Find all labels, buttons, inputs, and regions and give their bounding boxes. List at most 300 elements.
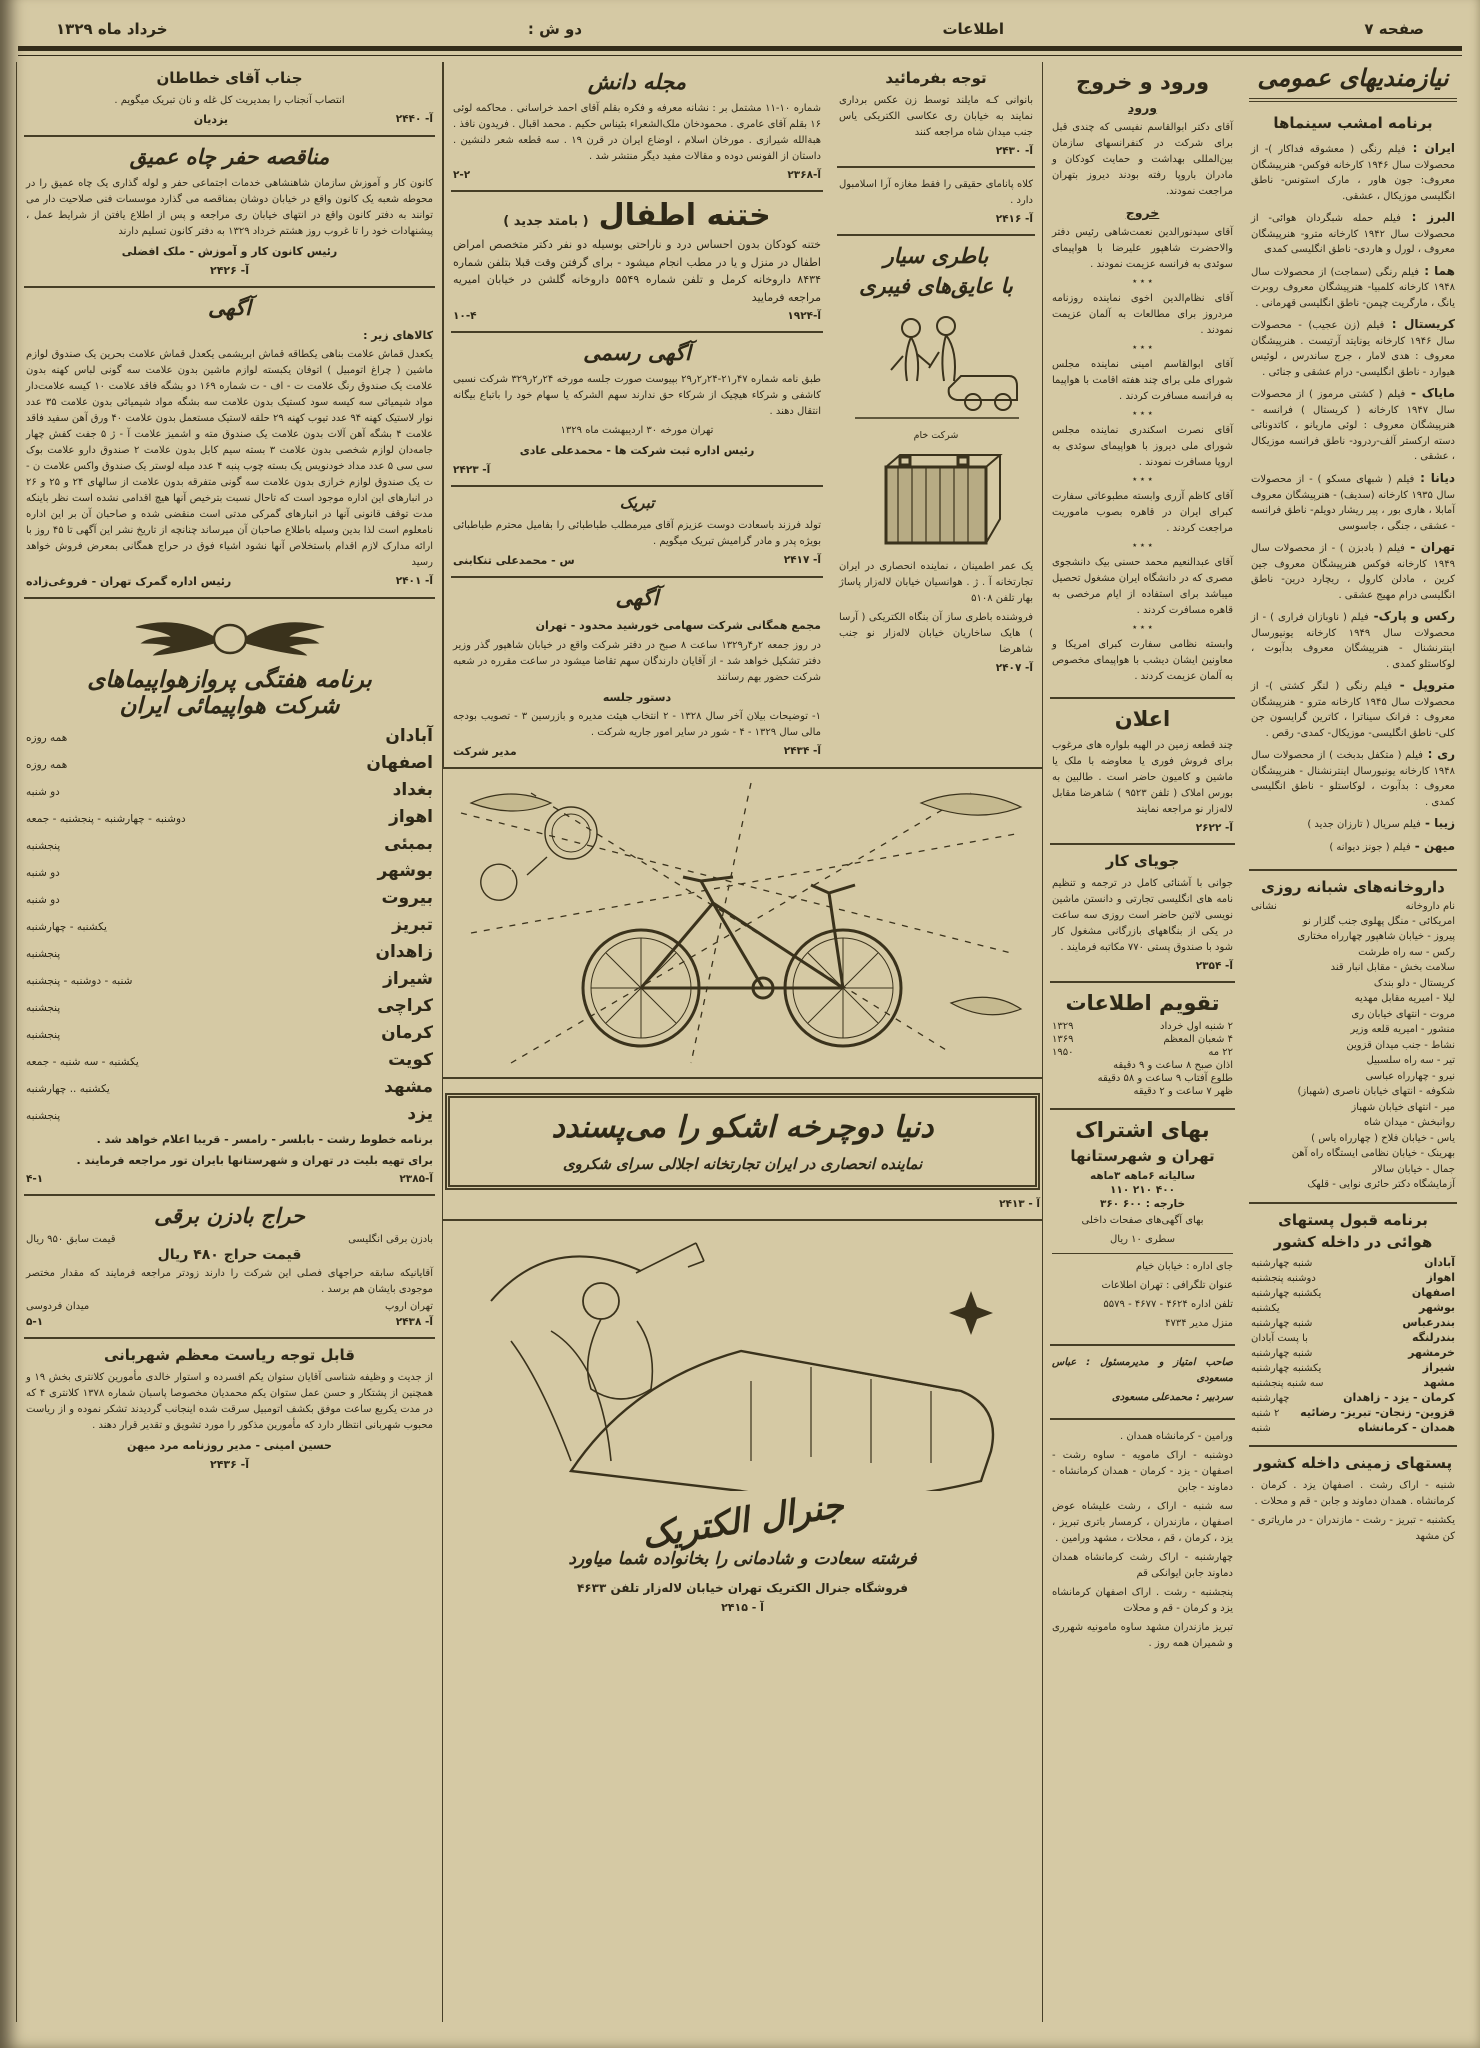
iran-air-wings-logo xyxy=(130,609,330,663)
ground-mail-section xyxy=(1249,1447,1457,1557)
airmail-city: خرمشهر xyxy=(1408,1345,1455,1359)
cinema-name: تهران - xyxy=(1404,540,1455,555)
ground-mail-line: یکشنبه - تبریز - رشت - مازندران - در ماریاتری - کن مشهد xyxy=(1251,1514,1455,1542)
flight-days: شنبه - دوشنبه - پنجشنبه xyxy=(26,975,133,988)
departure-text: آقای نظام‌الدین اخوی نماینده روزنامه مردروز برای مطالعات به آلمان عزیمت نمودند . xyxy=(1052,293,1233,336)
airmail-city: قزوین- زنجان- تبریز- رضائیه xyxy=(1300,1405,1455,1419)
elan-code: آ- ۲۶۲۲ xyxy=(1195,822,1233,834)
fan-auction-section xyxy=(24,1196,435,1339)
flight-days: پنجشنبه xyxy=(26,1110,61,1123)
calendar-row xyxy=(1052,1021,1233,1032)
cinema-name: دیانا : xyxy=(1414,470,1455,485)
subscription-foreign: خارجه : ۶۰۰ ۳۶۰ xyxy=(1099,1198,1186,1210)
circumcision-run-count: ۱۰-۴ xyxy=(453,310,477,323)
airmail-days: دوشنبه پنجشنبه xyxy=(1251,1272,1316,1284)
flight-days: دو شنبه xyxy=(26,867,60,880)
battery-illustration xyxy=(866,445,1006,555)
cinema-entry xyxy=(1251,814,1455,833)
couple-and-car-illustration xyxy=(851,306,1021,426)
masthead: اطلاعات xyxy=(942,20,1005,38)
airline-note-1: برنامه خطوط رشت - بابلسر - رامسر - قریبا اعلام خواهد شد . xyxy=(96,1133,433,1147)
flight-city: بوشهر xyxy=(377,861,433,882)
flight-city: شیراز xyxy=(383,969,433,990)
cinema-entry xyxy=(1251,384,1455,465)
calendar-label: ظهر ۷ ساعت و ۲ دقیقه xyxy=(1133,1086,1233,1097)
flight-row xyxy=(26,1104,433,1124)
cinema-name: البرز : xyxy=(1400,210,1455,225)
subscription-section xyxy=(1050,1110,1235,1346)
cinema-name: رکس و پارک- xyxy=(1368,609,1455,624)
cinema-desc: فیلم ( جونز دیوانه ) xyxy=(1329,842,1411,854)
calendar-section xyxy=(1050,983,1235,1110)
congratulation-code: آ- ۲۴۱۷ xyxy=(783,553,821,566)
battery-title-1: باطری سیار xyxy=(883,244,989,268)
ge-title: جنرال الکتریک xyxy=(638,1485,847,1557)
departure-text: وابسته نظامی سفارت کبرای امریکا و معاونین ایشان دیشب با هواپیمای مخصوص به آلمان عزیمت کردند . xyxy=(1052,639,1233,682)
assembly-agenda-title: دستور جلسه xyxy=(602,690,672,704)
cinema-entry xyxy=(1251,745,1455,810)
airline-note-2: برای تهیه بلیت در تهران و شهرستانها بایران تور مراجعه فرمایند . xyxy=(76,1153,433,1167)
official-notice-title: آگهی رسمی xyxy=(583,341,691,366)
attention-section xyxy=(837,62,1035,168)
tender-title: مناقصه حفر چاه عمیق xyxy=(129,145,330,169)
danesh-code: آ-۲۳۶۸ xyxy=(787,169,821,181)
flight-city: زاهدان xyxy=(375,942,433,963)
departure-text: آقای کاظم آزری وابسته مطبوعاتی سفارت کبرای ایران در قاهره بصوب ماموریت مراجعت کردند . xyxy=(1052,491,1233,534)
tender-text: کانون کار و آموزش سازمان شاهنشاهی خدمات اجتماعی حفر و لوله گذاری یک چاه عمیق را در محوطه شعبه یک کانون واقع در خیابان دوشان بمناقصه می گذارد موسسات فنی صلاحیت دار می توانند به دفتر کانون واقع در انتهای خیابان ری مراجعه و پس از اطلاع یافتن از شرایط عمل ، پیشنهادات خود را تا غروب روز هشتم خرداد ۱۳۲۹ به دفتر کانون تسلیم دارند xyxy=(26,178,433,237)
airmail-row xyxy=(1251,1421,1455,1434)
battery-code: آ- ۲۴۰۷ xyxy=(995,662,1033,674)
skoda-frame-ad xyxy=(443,1079,1042,1219)
pharmacy-entry: بهرینک - خیابان نظامی ایستگاه راه آهن xyxy=(1291,1148,1455,1160)
pharmacy-entry: شکوفه - انتهای خیابان ناصری (شهباز) xyxy=(1297,1086,1455,1098)
elan-text: چند قطعه زمین در الهیه بلواره های مرغوب برای فروش فوری یا معاوضه با ملک یا ماشین و کامیون حاضر است . طالبین به بورس املاک ( تلفن ۹۵۲۳ ) شاهرضا مقابل لاله‌زار نو مراجعه نمایند xyxy=(1052,740,1233,815)
cinema-desc: فیلم ( بادبزن ) - از محصولات سال ۱۹۴۹ کارخانه فوکس هنرپیشگان معروف جین کرین ، مادلن کارول ، ریچارد درین- ناطق انگلیسی درام مهیج عشقی . xyxy=(1251,543,1455,601)
skoda-agent: نماینده انحصاری در ایران تجارتخانه اجلالی سرای شکروی xyxy=(562,1155,923,1174)
flight-row xyxy=(26,1077,433,1097)
airmail-row xyxy=(1251,1391,1455,1404)
page-header xyxy=(0,0,1480,42)
departure-text: آقای سیدنورالدین نعمت‌شاهی رئیس دفتر والاحضرت شاهپور علیرضا با هواپیمای سوئدی به فرانسه عزیمت نمودند . xyxy=(1052,227,1233,270)
mail-route-line: ورامین - کرمانشاه همدان . xyxy=(1119,1431,1233,1442)
cinema-name: زیبا - xyxy=(1420,816,1455,831)
column-arrivals xyxy=(1042,62,1242,2022)
fan-auction-text: آقایانیکه سابقه حراجهای فصلی این شرکت را دارند زودتر مراجعه فرمایند که مقدار مختصر موجودی بایشان هم برسد . xyxy=(26,1268,433,1296)
circumcision-ad xyxy=(451,192,823,333)
attention-title: توجه بفرمائید xyxy=(885,69,987,87)
airmail-title-1: برنامه قبول پستهای xyxy=(1278,1210,1428,1229)
calendar-title: تقویم اطلاعات xyxy=(1065,991,1220,1015)
office-line: جای اداره : خیابان خیام xyxy=(1135,1261,1233,1272)
assembly-sign: مدیر شرکت xyxy=(453,745,517,759)
office-info xyxy=(1052,1259,1233,1332)
assembly-notice-section xyxy=(451,578,823,767)
elan-title: اعلان xyxy=(1114,707,1171,731)
skoda-slogan: دنیا دوچرخه اشکو را می‌پسندد xyxy=(551,1110,934,1146)
greeting-code: آ- ۲۴۴۰ xyxy=(395,113,433,125)
cinema-desc: فیلم ( شبهای مسکو ) - از محصولات سال ۱۹۳۵ کارخانه (سدیف) - هنرپیشگان معروف آمابلا ، هاری بور ، پیر ریشار دویلم- ناطق فرانسه - عشقی ، جنگی ، جاسوسی xyxy=(1251,473,1455,532)
pharmacy-col-name: نام داروخانه xyxy=(1405,900,1455,912)
panama-text: کلاه پانامای حقیقی را فقط مغازه آرا اسلامبول دارد . xyxy=(839,179,1033,206)
flight-city: یزد xyxy=(407,1104,433,1125)
flight-days: یکشنبه - سه شنبه - جمعه xyxy=(26,1056,139,1069)
calendar-row xyxy=(1052,1073,1233,1084)
airmail-row xyxy=(1251,1406,1455,1419)
pharmacy-list xyxy=(1251,914,1455,1193)
airmail-city: کرمان - یزد - زاهدان xyxy=(1343,1390,1455,1404)
flight-city: کراچی xyxy=(377,996,433,1017)
pharmacy-entry: کریستال - دلو بندک xyxy=(1373,977,1455,989)
flight-city: مشهد xyxy=(384,1077,433,1098)
subscription-title: بهای اشتراک xyxy=(1075,1118,1210,1142)
cinema-desc: فیلم رنگی ( معشوقه فداکار )- از محصولات سال ۱۹۴۶ کارخانه فوکس- هنرپیشگان معروف: جون هاور ، مارک استونس- ناطق انگلیسی موزیکال ، عشقی. xyxy=(1251,144,1455,202)
publisher-line-1: صاحب امتیاز و مدیرمسئول : عباس مسعودی xyxy=(1052,1357,1233,1384)
fan-auction-code: آ- ۲۴۳۸ xyxy=(395,1316,433,1329)
airmail-days: چهارشنبه xyxy=(1251,1392,1290,1404)
airmail-city: اصفهان xyxy=(1411,1285,1455,1299)
calendar-value: ۱۳۶۹ xyxy=(1052,1034,1074,1045)
ge-footer: فروشگاه جنرال الکتریک تهران خیابان لاله‌زار تلفن ۴۶۳۳ xyxy=(576,1581,909,1596)
fan-item: بادزن برقی انگلیسی xyxy=(348,1234,433,1246)
mail-routes xyxy=(1052,1429,1233,1652)
page-number: صفحه ۷ xyxy=(1364,20,1424,38)
flight-city: تبریز xyxy=(392,915,433,936)
cinema-desc: فیلم سریال ( تارزان جدید ) xyxy=(1307,819,1421,831)
police-thanks-sign: حسین امینی - مدیر روزنامه مرد میهن xyxy=(127,1439,332,1453)
subscription-values: ۴۰۰ ۲۱۰ ۱۱۰ xyxy=(1110,1184,1176,1196)
cinema-desc: فیلم ( ناوبازان فراری ) - از محصولات سال ۱۹۴۹ کارخانه یونیورسال اینترنشنال - هنرپیشگان معروف بدآبوت ، لوکاستلو کمدی . xyxy=(1251,612,1455,670)
pharmacy-header xyxy=(1251,901,1455,912)
subscription-region: تهران و شهرستانها xyxy=(1070,1147,1215,1165)
cinema-desc: فیلم رنگی (سماجت) از محصولات سال ۱۹۴۸ کارخانه کلمبیا- هنرپیشگان معروف روبرت یانگ ، مارگریت چپمن- ناطق انگلیسی قهرمانی . xyxy=(1251,266,1455,309)
danesh-text: شماره ۱۰-۱۱ مشتمل بر : نشانه معرفه و فکره بقلم آقای احمد خراسانی . محاکمه لوئی ۱۶ بقلم آقای عامری . محمودخان ملک‌الشعراء بئیناس حکیم . محمد اقبال . فریدون نافذ . هبةالله شیرازی . مورخان اسلام ، اوضاع ایران در قرن ۱۹ . سه قطعه شعر دلنشین . داستان از الفونس دوده و مقالات مفید دیگر منتشر شد . xyxy=(453,103,821,162)
arrivals-title: ورود و خروج xyxy=(1075,70,1210,94)
battery-caption: شرکت خام xyxy=(913,430,959,441)
ge-code: آ - ۲۴۱۵ xyxy=(721,1601,764,1615)
airmail-title-2: هوائی در داخله کشور xyxy=(1273,1232,1433,1251)
battery-title-2: با عایق‌های فیبری xyxy=(859,274,1013,298)
column-official xyxy=(443,62,830,767)
congratulation-text: تولد فرزند باسعادت دوست عزیزم آقای میرمطلب طباطبائی را بفامیل محترم طباطبائی بویژه پدر و مادر گرامیش تبریک میگویم . xyxy=(453,519,821,547)
departure-item xyxy=(1052,225,1233,287)
airmail-row xyxy=(1251,1316,1455,1329)
airmail-days: شنبه چهارشنبه xyxy=(1251,1317,1313,1329)
cinema-name: متروپل - xyxy=(1392,678,1455,693)
flight-row xyxy=(26,915,433,935)
flight-days: پنجشنبه xyxy=(26,1029,61,1042)
ground-mail-line: شنبه - اراک رشت . اصفهان یزد . کرمان . کرمانشاه . همدان دماوند و جابن - قم و محلات . xyxy=(1251,1479,1455,1507)
attention-code: آ- ۲۴۳۰ xyxy=(995,145,1033,157)
flight-row xyxy=(26,996,433,1016)
subscription-head: سالیانه ۶ماهه ۳ماهه xyxy=(1089,1170,1196,1182)
airline-schedule-section xyxy=(24,599,435,1196)
danesh-run-count: ۲-۲ xyxy=(453,169,471,181)
ad-price-note-2: سطری ۱۰ ریال xyxy=(1110,1234,1175,1245)
official-notice-code: آ- ۲۴۲۳ xyxy=(453,463,491,476)
circumcision-code: آ-۱۹۲۴ xyxy=(787,310,821,323)
congratulation-sign: س - محمدعلی تنکابنی xyxy=(453,553,575,567)
airmail-row xyxy=(1251,1376,1455,1389)
flight-city: اهواز xyxy=(389,807,433,828)
flight-days: پنجشنبه xyxy=(26,1002,61,1015)
flight-row xyxy=(26,780,433,800)
departure-item xyxy=(1052,357,1233,419)
customs-title: آگهی xyxy=(207,295,251,320)
fan-sale-price: قیمت حراج ۴۸۰ ریال xyxy=(157,1247,302,1264)
pharmacy-entry: سلامت بخش - مقابل انبار قند xyxy=(1330,962,1455,974)
departure-item xyxy=(1052,423,1233,485)
tender-sign: رئیس کانون کار و آموزش - ملک افضلی xyxy=(121,245,338,258)
pharmacy-entry: تیر - سه راه سلسبیل xyxy=(1366,1055,1455,1067)
separator-ornament: ٭ ٭ ٭ xyxy=(1132,343,1153,353)
flight-days: دو شنبه xyxy=(26,786,60,799)
divider xyxy=(1052,1253,1233,1254)
flight-city: کویت xyxy=(388,1050,433,1071)
flight-row xyxy=(26,969,433,989)
job-text: جوانی با آشنائی کامل در ترجمه و تنظیم نامه های انگلیسی تجارتی و دانستن ماشین نویسی لاتین حاضر است روزی سه ساعت در یکی از بنگاههای بازرگانی مشغول کار شود با صندوق پستی ۷۷۰ مکاتبه فرمایند . xyxy=(1052,878,1233,953)
departure-text: آقای عبدالنعیم محمد حسنی بیک دانشجوی مصری که در دانشگاه ایران مشغول تحصیل میباشد برای استفاده از ایام مرخصی به قاهره مسافرت کردند . xyxy=(1052,557,1233,616)
official-notice-section xyxy=(451,333,823,487)
pharmacy-entry: نیرو - چهارراه عباسی xyxy=(1365,1070,1455,1082)
airmail-days: شنبه چهارشنبه xyxy=(1251,1347,1313,1359)
bicycle-illustration xyxy=(451,773,1035,1073)
publisher-section xyxy=(1050,1346,1235,1420)
official-notice-date: تهران مورخه ۳۰ اردیبهشت ماه ۱۳۲۹ xyxy=(560,425,714,437)
cinema-entry xyxy=(1251,139,1455,204)
airline-run-count: ۴-۱ xyxy=(26,1173,44,1186)
circumcision-subtitle: ( بامتد جدید ) xyxy=(503,214,589,229)
cinema-list xyxy=(1251,139,1455,856)
cinema-title: برنامه امشب سینماها xyxy=(1273,114,1433,132)
flight-city: بیروت xyxy=(381,888,433,909)
flight-row xyxy=(26,726,433,746)
tender-code: آ- ۲۴۲۶ xyxy=(209,263,250,277)
panama-hat-section xyxy=(837,168,1035,236)
arrivals-in-list xyxy=(1052,120,1233,200)
pharmacy-entry: رکس - سه راه طرشت xyxy=(1358,946,1455,958)
ge-fairy-illustration xyxy=(451,1231,1035,1491)
official-notice-text: طبق نامه شماره ۴۷ر۲۱-۲۴ر۲ر۲۹ بپیوست صورت جلسه مورخه ۲۴ر۲ر۳۲۹ شرکت نسبی کاشفی و شرکاء هیچیک از شرکاء حق ندارند سهم الشرکه یا سهام خود را باتباع بیگانه انتقال دهند . xyxy=(453,374,821,418)
calendar-value: ۱۳۲۹ xyxy=(1052,1021,1074,1032)
flight-row xyxy=(26,888,433,908)
column-left xyxy=(16,62,442,2022)
customs-sign: رئیس اداره گمرک تهران - فروغی‌زاده xyxy=(26,575,232,589)
police-thanks-text: از جدیت و وظیفه شناسی آقایان ستوان یکم افسرده و استوار خالدی مأمورین کلانتری بخش ۱۹ و همچنین از پشتکار و حسن عمل ستوان یکم محمدیان مخصوصا پاسبان شماره ۱۳۷۸ کلانتری ۴ که در مدت یکربع ساعت موفق بکشف اتومبیل سرقت شده اینجانب گردیدند تشکر نموده و از ریاست محبوب شهربانی انتظار دارد که مأمورین مذکور را مورد تشویق و تقدیر قرار دهند . xyxy=(26,1372,434,1432)
separator-ornament: ٭ ٭ ٭ xyxy=(1132,409,1153,419)
calendar-label: اذان صبح ۸ ساعت و ۹ دقیقه xyxy=(1113,1060,1233,1071)
airmail-days: شنبه چهارشنبه xyxy=(1251,1257,1313,1269)
departure-item xyxy=(1052,489,1233,551)
departure-item xyxy=(1052,291,1233,353)
cinema-desc: فیلم ( متکفل بدبخت ) از محصولات سال ۱۹۴۸ کارخانه یونیورسال اینترنشنال - هنرپیشگان معروف : بدآبوت ، لوکاستلو - ناطق انگلیسی کمدی . xyxy=(1251,750,1455,808)
flight-row xyxy=(26,1050,433,1070)
airmail-days: با پست آبادان xyxy=(1251,1332,1308,1344)
greeting-sign: یزدیان xyxy=(193,113,229,126)
airmail-row xyxy=(1251,1301,1455,1314)
airmail-city: اهواز xyxy=(1426,1270,1455,1284)
customs-text: یکعدل قماش علامت بناهی یکطاقه قماش ابریشمی یکعدل قماش علامت بحرین یک صندوق لوازم ماشین ( چراغ اتومبیل ) اتوفان یکبسته لوازم ماشین بدون علامت سه گونی لباس کهنه بدون علامت یک صندوق رنگ علامت ت - اف - ت شماره ۱۶۹ دو بشگه فاقد علامت ۱۰ کیسه علامت‌دار مواد شیمیائی سه کیسه سود کستیک بدون علامت سه بشگه مواد شیمیائی بدون علامت ۳۵ عدد نوار لاستیک کهنه ۹۴ عدد تیوب کهنه ۲۹ حلقه لاستیک مستعمل بدون علامت ۴۰ ورق آهن سفید فاقد علامت ۴ بشگه آهن آلات بدون علامت یک صندوق مته و اشمیز علامت آ - ژ ۵ جفت کفش چهار جامه‌دان لوازم شخصی بدون علامت ۳ بسته سیم کابل بدون علامت ۲ صندوق دارو علامت بوک سی سی ۵ عدد مداد خودنویس یک بسته چوب پنبه ۴ عدد میله لوستر یک صندوق واکس علامت ن - ت یک صندوق لوازم خرازی بدون علامت سه گونی متفرقه بدون علامت از سالهای ۲۴ و ۲۵ و ۲۶ در انبارهای این اداره موجود است که تاحال نسبت بترخیص آنها هیچ اقدامی نشده است نظر باینکه مدت توقف قانونی آنها در انبارهای گمرکی مدتی است منقضی شده و صاحبان آن بر این اداره نامعلوم است لذا بدین وسیله باطلاع صاحبان آن میرساند چنانچه از تاریخ نشر این آگهی تا ۴۵ روز با ارائه مدارک لازم اقدام باستخلاص آنها نشود اشیاء فوق در حراج همگانی بمعرض فروش خواهد رسید xyxy=(26,349,434,569)
flight-days: همه روزه xyxy=(26,732,68,745)
office-line: عنوان تلگرافی : تهران اطلاعات xyxy=(1101,1280,1233,1291)
date: خرداد ماه ۱۳۲۹ xyxy=(56,20,168,38)
bicycle-ad xyxy=(443,767,1042,1079)
cinema-entry xyxy=(1251,676,1455,741)
flight-days: یکشنبه .. چهارشنبه xyxy=(26,1083,110,1096)
calendar-label: طلوع آفتاب ۹ ساعت و ۵۸ دقیقه xyxy=(1097,1073,1233,1084)
calendar-table xyxy=(1052,1021,1233,1097)
airline-title-1: برنامه هفتگی پروازهواپیماهای xyxy=(87,667,372,694)
elan-section xyxy=(1050,699,1235,845)
office-line: منزل مدیر ۴۷۳۴ xyxy=(1165,1318,1233,1329)
skoda-code: آ - ۲۴۱۳ xyxy=(999,1198,1040,1211)
publisher-line-2: سردبیر : محمدعلی مسعودی xyxy=(1111,1392,1233,1403)
airmail-days: یکشنبه چهارشنبه xyxy=(1251,1362,1322,1374)
ground-mail-title: پستهای زمینی داخله کشور xyxy=(1253,1453,1453,1472)
general-electric-ad xyxy=(443,1219,1042,1623)
assembly-lead: مجمع همگانی شرکت سهامی خورشید محدود - تهران xyxy=(535,618,821,632)
airmail-city: آبادان xyxy=(1424,1255,1455,1269)
greeting-text: انتصاب آنجناب را بمدیریت کل غله و نان تبریک میگویم . xyxy=(114,95,345,106)
danesh-section xyxy=(451,62,823,192)
pharmacy-entry: نشاط - جنب میدان قزوین xyxy=(1346,1039,1455,1051)
pharmacy-section xyxy=(1249,871,1457,1204)
flight-row xyxy=(26,861,433,881)
fan-auction-title: حراج بادزن برقی xyxy=(154,1204,305,1229)
greeting-section xyxy=(24,62,435,137)
congratulation-title: تبریک xyxy=(619,493,655,512)
airmail-days: سه شنبه پنجشنبه xyxy=(1251,1377,1324,1389)
flight-city: آبادان xyxy=(385,726,433,747)
flight-days: پنجشنبه xyxy=(26,948,61,961)
greeting-title: جناب آقای خطاطان xyxy=(156,69,303,87)
airmail-row xyxy=(1251,1256,1455,1269)
airmail-days: ۲ شنبه xyxy=(1251,1407,1280,1419)
flight-city: کرمان xyxy=(381,1023,433,1044)
circumcision-text: ختنه کودکان بدون احساس درد و ناراحتی بوسیله دو نفر دکتر متخصص امراض اطفال در منزل و یا در مطب انجام میشود - برای گرفتن وقت قبلا بتلفن شماره ۸۴۳۴ داروخانه کرمل و تلفن شماره ۵۵۴۹ داروخانه گلشن در خیابان امیریه مراجعه فرمایید xyxy=(453,238,821,304)
mail-route-line: چهارشنبه - اراک رشت کرمانشاه همدان دماوند جابن ایوانکی قم xyxy=(1052,1552,1233,1579)
separator-ornament: ٭ ٭ ٭ xyxy=(1132,277,1153,287)
flight-city: بمبئی xyxy=(384,834,433,855)
arrivals-out-title: خروج xyxy=(1125,205,1160,220)
airmail-days: یکشنبه چهارشنبه xyxy=(1251,1287,1322,1299)
weekday: دو ش : xyxy=(527,20,583,38)
pharmacy-entry: یاس - خیابان فلاح ( چهارراه یاس ) xyxy=(1311,1132,1455,1144)
assembly-code: آ- ۲۴۳۴ xyxy=(783,745,821,758)
pharmacy-entry: روانبخش - میدان شاه xyxy=(1364,1117,1455,1129)
pharmacy-entry: میر - انتهای خیابان شهباز xyxy=(1351,1101,1455,1113)
flight-days: پنجشنبه xyxy=(26,840,61,853)
calendar-row xyxy=(1052,1086,1233,1097)
skoda-frame xyxy=(445,1093,1040,1190)
flight-days: یکشنبه - چهارشنبه xyxy=(26,921,107,934)
airmail-city: همدان - کرمانشاه xyxy=(1358,1420,1455,1434)
calendar-label: ۲۲ مه xyxy=(1208,1047,1233,1058)
cinema-desc: فیلم رنگی ( لنگر کشتی )- از محصولات سال ۱۹۴۵ کارخانه مترو - هنرپیشگان معروف : فرانک سیناترا ، کاترین گرایسون جن کلی- ناطق انگلیسی- موزیکال- کمدی- رقص . xyxy=(1251,681,1455,739)
arrivals-out-list xyxy=(1052,225,1233,685)
assembly-text: در روز جمعه ۲ر۴ر۱۳۲۹ ساعت ۸ صبح در دفتر شرکت واقع در خیابان شاهپور گذر وزیر دفتر تشکیل خواهد شد - از آقایان دارندگان سهم تقاضا میشود در ساعت مقرره در شعبه شرکت حضور بهم رسانند xyxy=(453,639,821,683)
flight-days: دو شنبه xyxy=(26,894,60,907)
column-middle xyxy=(442,62,1042,2022)
pharmacy-title: داروخانه‌های شبانه روزی xyxy=(1261,877,1445,896)
airline-code: آ-۲۳۸۵ xyxy=(399,1173,433,1186)
airmail-row xyxy=(1251,1271,1455,1284)
congratulation-section xyxy=(451,487,823,578)
arrivals-section xyxy=(1050,62,1235,699)
battery-text: یک عمر اطمینان ، نماینده انحصاری در ایران تجارتخانه آ . ژ . هوانسیان خیابان لاله‌زار پاساژ بهار تلفن ۵۱۰۸ xyxy=(839,561,1033,604)
classifieds-title: نیازمندیهای عمومی xyxy=(1249,62,1457,102)
cinema-entry xyxy=(1251,315,1455,380)
job-title: جویای کار xyxy=(1105,852,1180,870)
police-thanks-code: آ- ۲۴۳۶ xyxy=(209,1457,250,1471)
cinema-desc: فیلم ( کشتی مرموز ) از محصولات سال ۱۹۴۷ کارخانه ( کریستال ) فرانسه - هنرپیشگان معروف : لوئی ماریانو ، کاتدونائی دسته ارکستر آلف-ردرود- ناطق فرانسه موزیکال ، عشقی . xyxy=(1251,389,1455,463)
cinema-entry xyxy=(1251,538,1455,603)
airmail-city: شیراز xyxy=(1422,1360,1455,1374)
airmail-city: بوشهر xyxy=(1419,1300,1455,1314)
calendar-row xyxy=(1052,1060,1233,1071)
cinema-section xyxy=(1249,107,1457,871)
departure-item xyxy=(1052,637,1233,685)
cinema-name: کریستال : xyxy=(1384,317,1455,332)
flight-city: بغداد xyxy=(392,780,433,801)
customs-code: آ- ۲۴۰۱ xyxy=(395,575,433,588)
flight-row xyxy=(26,807,433,827)
cinema-name: مایاک - xyxy=(1405,386,1455,401)
calendar-label: ۴ شعبان المعظم xyxy=(1163,1034,1233,1045)
fan-store: تهران اروپ xyxy=(384,1301,433,1313)
separator-ornament: ٭ ٭ ٭ xyxy=(1132,541,1153,551)
mail-route-line: پنجشنبه - رشت . اراک اصفهان کرمانشاه یزد و کرمان - قم و محلات xyxy=(1052,1587,1233,1614)
airmail-row xyxy=(1251,1346,1455,1359)
pharmacy-entry: امریکائی - منگل پهلوی جنب گلزار نو xyxy=(1302,915,1455,927)
cinema-entry xyxy=(1251,607,1455,672)
cinema-entry xyxy=(1251,837,1455,856)
battery-text-2: فروشنده باطری ساز آن بنگاه الکتریکی ( آرسا ) هایک ساخاریان خیابان لاله‌زار نو جنب شاهرضا xyxy=(839,612,1033,655)
airmail-city: مشهد xyxy=(1423,1375,1455,1389)
cinema-name: هما : xyxy=(1419,263,1456,278)
customs-subtitle: کالاهای زیر : xyxy=(363,328,433,342)
flight-days: دوشنبه - چهارشنبه - پنجشنبه - جمعه xyxy=(26,813,186,826)
ad-price-note: بهای آگهی‌های صفحات داخلی xyxy=(1081,1215,1204,1226)
pharmacy-entry: جمال - خیابان سالار xyxy=(1372,1163,1455,1175)
job-section xyxy=(1050,845,1235,983)
airmail-days: یکشنبه xyxy=(1251,1302,1280,1314)
airmail-row xyxy=(1251,1361,1455,1374)
danesh-title: مجله دانش xyxy=(587,70,687,94)
column-classifieds xyxy=(1242,62,1464,2022)
pharmacy-entry: لیلا - امیریه مقابل مهدیه xyxy=(1354,993,1455,1005)
panama-code: آ- ۲۴۱۶ xyxy=(995,213,1033,225)
mail-route-line: سه شنبه - اراک ، رشت علیشاه عوض اصفهان ، مازندران ، کرمسار باتری تبریز ، یزد ، کرمان ، قم ، محلات ، مشهد ورامین . xyxy=(1052,1501,1233,1544)
cinema-entry xyxy=(1251,469,1455,534)
calendar-row xyxy=(1052,1047,1233,1058)
cinema-name: ایران : xyxy=(1405,141,1455,155)
airmail-city: بندرعباس xyxy=(1402,1315,1455,1329)
calendar-row xyxy=(1052,1034,1233,1045)
flight-row xyxy=(26,942,433,962)
cinema-desc: فیلم حمله شبگردان هوائی- از محصولات سال ۱۹۴۲ کارخانه مترو- هنرپیشگان معروف ، لورل و هاردی- ناطق انگلیسی کمدی xyxy=(1251,213,1455,256)
cinema-name: میهن - xyxy=(1410,839,1455,854)
flight-row xyxy=(26,1023,433,1043)
columns xyxy=(0,56,1480,2022)
office-line: تلفن اداره ۴۶۲۴ - ۴۶۷۷ - ۵۵۷۹ xyxy=(1103,1299,1233,1310)
ground-mail-lines xyxy=(1251,1478,1455,1545)
airmail-table xyxy=(1251,1256,1455,1434)
airmail-days: شنبه xyxy=(1251,1422,1271,1434)
column-notices xyxy=(830,62,1042,767)
cinema-entry xyxy=(1251,208,1455,258)
police-thanks-section xyxy=(24,1339,435,1480)
police-thanks-title: قابل توجه ریاست معظم شهربانی xyxy=(103,1346,356,1365)
